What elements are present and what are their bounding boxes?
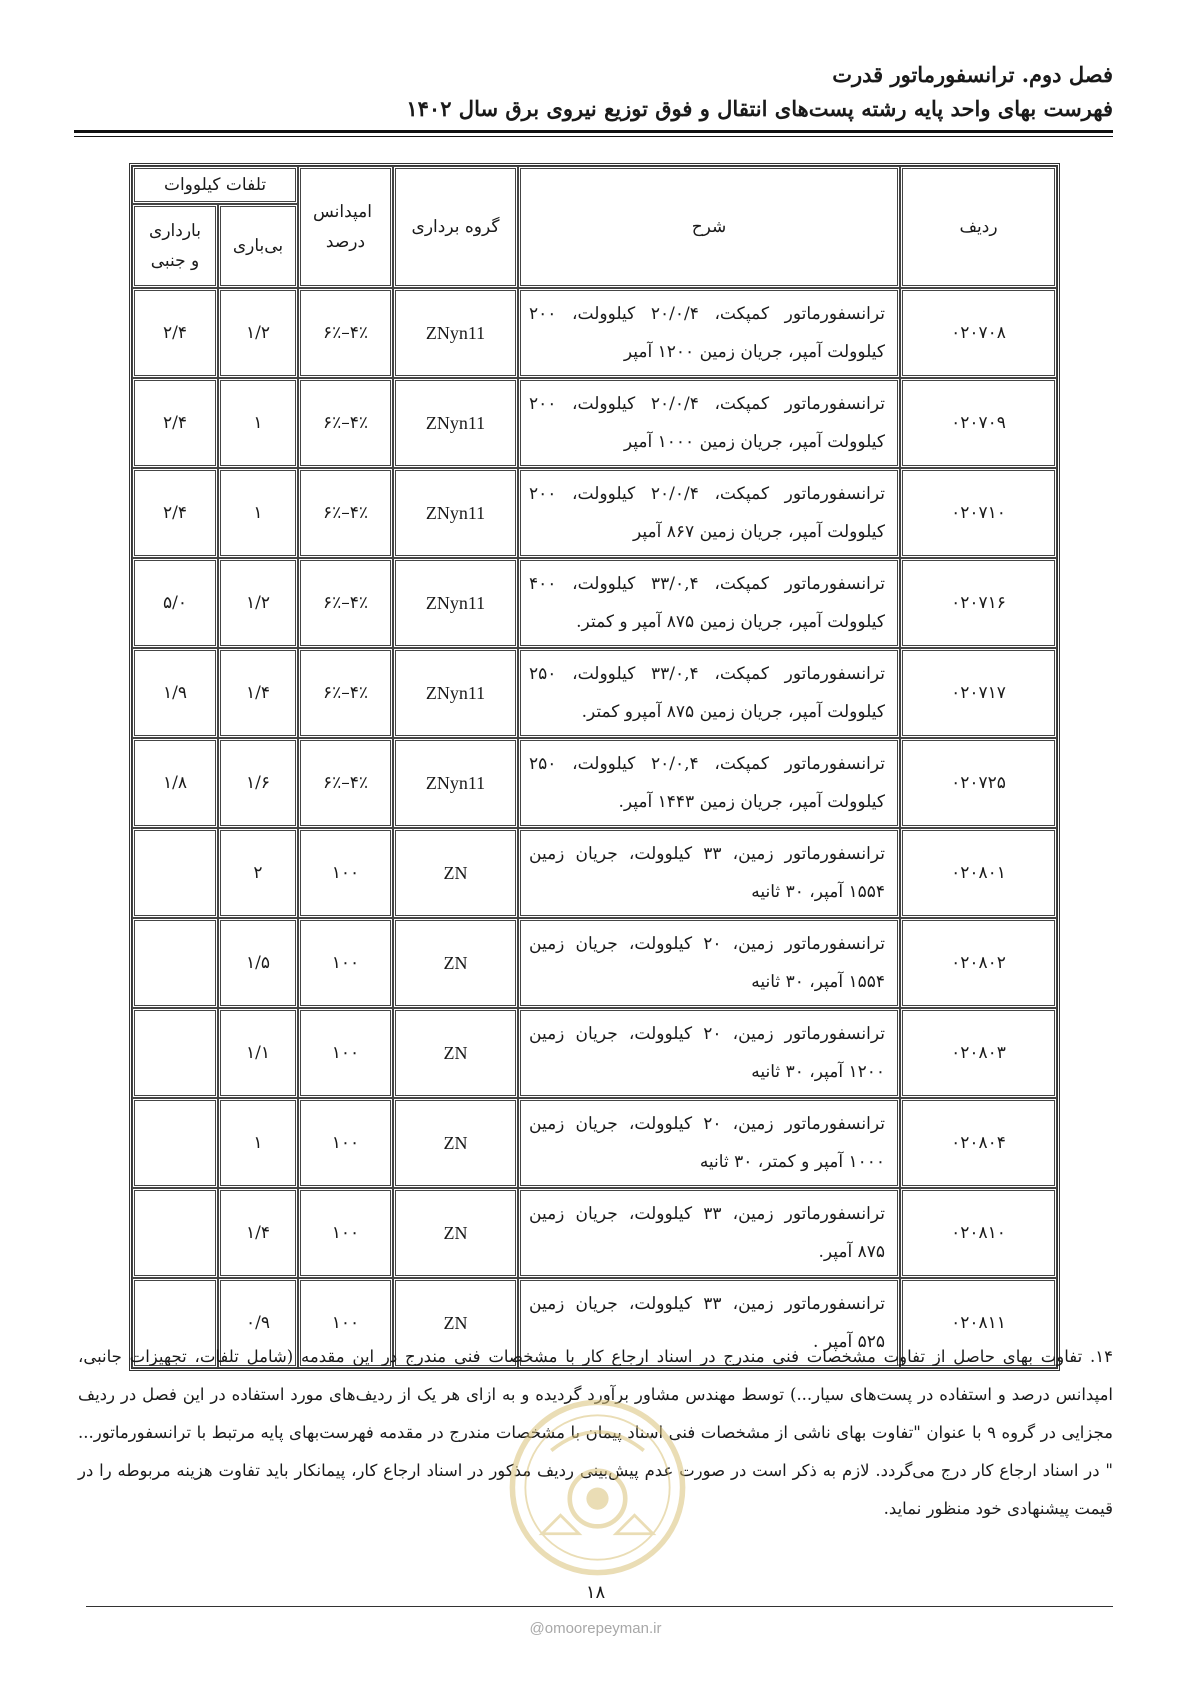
note-paragraph: ۱۴. تفاوت بهای حاصل از تفاوت مشخصات فنی مندرج در اسناد ارجاع کار با مشخصات فنی مندرج در این مقدمه (شامل تلفات، تجهیزات جانبی، امپدانس درصد و استفاده در پست‌های سیار...) توسط مهندس مشاور برآورد گردیده و به ازای هر یک از ردیف‌های مورد استفاده در این فصل در ردیف مجزایی در گروه ۹ با عنوان "تفاوت بهای ناشی از مشخصات فنی اسناد پیمان با مشخصات مندرج در مقدمه فهرست‌بهای پایه مرتبط با ترانسفورماتور... " در اسناد ارجاع کار درج می‌گردد. لازم به ذکر است در صورت عدم پیش‌بینی ردیف مذکور در اسناد ارجاع کار، پیمانکار باید تفاوت هزینه مربوطه را در قیمت پیشنهادی خود منظور نماید. [78,1347,1113,1518]
row-no-load-loss: ۱/۴ [218,648,298,738]
document-subtitle: فهرست بهای واحد پایه رشته پست‌های انتقال و فوق توزیع نیروی برق سال ۱۴۰۲ [406,96,1113,121]
row-no-load-loss: ۲ [218,828,298,918]
page-number-text: ۱۸ [580,1582,611,1603]
description-line-1: ترانسفورماتور زمین، ۳۳ کیلوولت، جریان زمین [529,1204,885,1224]
price-table [129,163,1060,1371]
row-vector-group: ZNyn11 [393,468,518,558]
header-description: شرح [518,166,900,288]
row-impedance: ۱۰۰ [298,1188,393,1278]
description-line-1: ترانسفورماتور زمین، ۲۰ کیلوولت، جریان زمین [529,934,885,954]
description-line-1: ترانسفورماتور زمین، ۳۳ کیلوولت، جریان زمین [529,844,885,864]
row-load-loss [132,828,218,918]
row-impedance: ۴٪–۶٪ [298,738,393,828]
row-vector-group: ZN [393,918,518,1008]
row-impedance: ۴٪–۶٪ [298,468,393,558]
row-load-loss: ۲/۴ [132,378,218,468]
description-line-2: ۱۵۵۴ آمپر، ۳۰ ثانیه [751,882,885,902]
page-number [0,1582,1191,1603]
description-line-1: ترانسفورماتور کمپکت، ۲۰/۰/۴ کیلوولت، ۲۰۰ [529,484,886,504]
row-id: ۰۲۰۷۱۶ [900,558,1057,648]
row-load-loss [132,1098,218,1188]
row-no-load-loss: ۱/۶ [218,738,298,828]
description-line-2: کیلوولت آمپر، جریان زمین ۸۷۵ آمپرو کمتر. [581,702,885,722]
row-id: ۰۲۰۸۰۳ [900,1008,1057,1098]
row-no-load-loss: ۱/۴ [218,1188,298,1278]
row-no-load-loss: ۱/۵ [218,918,298,1008]
row-vector-group: ZNyn11 [393,378,518,468]
row-id: ۰۲۰۷۰۹ [900,378,1057,468]
row-id: ۰۲۰۸۰۲ [900,918,1057,1008]
table-row [132,288,1057,378]
row-id: ۰۲۰۸۱۱ [900,1278,1057,1368]
row-load-loss: ۱/۸ [132,738,218,828]
header-row-no: ردیف [900,166,1057,288]
row-id: ۰۲۰۸۱۰ [900,1188,1057,1278]
row-id: ۰۲۰۷۰۸ [900,288,1057,378]
footer-rule [86,1606,1113,1607]
header-losses: تلفات کیلووات [132,166,298,204]
table-row [132,828,1057,918]
row-description [518,1188,900,1278]
table-row [132,378,1057,468]
description-line-1: ترانسفورماتور کمپکت، ۲۰/۰/۴ کیلوولت، ۲۰۰ [529,304,886,324]
row-vector-group: ZN [393,828,518,918]
row-description [518,648,900,738]
description-line-2: کیلوولت آمپر، جریان زمین ۸۶۷ آمپر [633,522,885,542]
row-vector-group: ZN [393,1188,518,1278]
row-no-load-loss: ۱/۱ [218,1008,298,1098]
row-no-load-loss: ۱ [218,378,298,468]
price-table-container [135,163,1060,1371]
row-load-loss: ۱/۹ [132,648,218,738]
description-line-2: ۱۲۰۰ آمپر، ۳۰ ثانیه [751,1062,885,1082]
row-description [518,918,900,1008]
row-impedance: ۴٪–۶٪ [298,648,393,738]
description-line-1: ترانسفورماتور کمپکت، ۲۰/۰/۴ کیلوولت، ۲۰۰ [529,394,886,414]
row-id: ۰۲۰۷۱۰ [900,468,1057,558]
header-load-aux: باردار‌ی و جنبی [132,204,218,288]
row-description [518,1098,900,1188]
row-no-load-loss: ۱/۲ [218,558,298,648]
description-line-1: ترانسفورماتور زمین، ۳۳ کیلوولت، جریان زمین [529,1294,885,1314]
row-load-loss [132,1008,218,1098]
table-row [132,738,1057,828]
description-line-1: ترانسفورماتور زمین، ۲۰ کیلوولت، جریان زمین [529,1114,885,1134]
row-no-load-loss: ۱ [218,468,298,558]
row-description [518,378,900,468]
row-id: ۰۲۰۷۲۵ [900,738,1057,828]
description-line-2: ۱۰۰۰ آمپر و کمتر، ۳۰ ثانیه [699,1152,885,1172]
row-impedance: ۴٪–۶٪ [298,558,393,648]
table-row [132,1188,1057,1278]
row-vector-group: ZNyn11 [393,288,518,378]
description-line-2: ۵۲۵ آمپر . [813,1332,885,1352]
row-load-loss [132,918,218,1008]
description-line-2: کیلوولت آمپر، جریان زمین ۱۰۰۰ آمپر [623,432,885,452]
row-description [518,828,900,918]
row-load-loss: ۵/۰ [132,558,218,648]
header-vector-group: گروه برداری [393,166,518,288]
table-row [132,468,1057,558]
description-line-2: کیلوولت آمپر، جریان زمین ۱۴۴۳ آمپر. [618,792,885,812]
row-load-loss [132,1188,218,1278]
page-header [78,58,1113,126]
header-rule-thick [74,130,1113,133]
row-impedance: ۱۰۰ [298,1098,393,1188]
watermark-text: @omoorepeyman.ir [529,1620,662,1637]
row-description [518,738,900,828]
row-no-load-loss: ۱/۲ [218,288,298,378]
header-rule-thin [74,136,1113,137]
row-impedance: ۴٪–۶٪ [298,378,393,468]
row-vector-group: ZN [393,1008,518,1098]
row-load-loss: ۲/۴ [132,288,218,378]
row-no-load-loss: ۰/۹ [218,1278,298,1368]
description-line-2: ۱۵۵۴ آمپر، ۳۰ ثانیه [751,972,885,992]
row-vector-group: ZN [393,1278,518,1368]
row-vector-group: ZN [393,1098,518,1188]
row-impedance: ۱۰۰ [298,1008,393,1098]
row-impedance: ۱۰۰ [298,1278,393,1368]
table-row [132,558,1057,648]
description-line-1: ترانسفورماتور کمپکت، ۲۰/۰,۴ کیلوولت، ۲۵۰ [529,754,885,774]
row-description [518,1008,900,1098]
row-vector-group: ZNyn11 [393,648,518,738]
row-description [518,288,900,378]
table-row [132,1098,1057,1188]
chapter-title: فصل دوم. ترانسفورماتور قدرت [832,62,1113,87]
description-line-2: کیلوولت آمپر، جریان زمین ۱۲۰۰ آمپر [623,342,885,362]
description-line-1: ترانسفورماتور کمپکت، ۳۳/۰,۴ کیلوولت، ۴۰۰ [529,574,885,594]
description-line-1: ترانسفورماتور زمین، ۲۰ کیلوولت، جریان زمین [529,1024,885,1044]
description-line-1: ترانسفورماتور کمپکت، ۳۳/۰,۴ کیلوولت، ۲۵۰ [529,664,885,684]
row-id: ۰۲۰۷۱۷ [900,648,1057,738]
row-no-load-loss: ۱ [218,1098,298,1188]
row-impedance: ۴٪–۶٪ [298,288,393,378]
table-row [132,918,1057,1008]
description-line-2: کیلوولت آمپر، جریان زمین ۸۷۵ آمپر و کمتر. [576,612,885,632]
row-description [518,558,900,648]
row-vector-group: ZNyn11 [393,738,518,828]
header-impedance: امپدانس درصد [298,166,393,288]
row-impedance: ۱۰۰ [298,828,393,918]
row-id: ۰۲۰۸۰۱ [900,828,1057,918]
table-row [132,1008,1057,1098]
description-line-2: ۸۷۵ آمپر. [818,1242,885,1262]
header-no-load: بی‌باری [218,204,298,288]
row-load-loss: ۲/۴ [132,468,218,558]
table-body [132,288,1057,1368]
row-id: ۰۲۰۸۰۴ [900,1098,1057,1188]
row-vector-group: ZNyn11 [393,558,518,648]
table-header [132,166,1057,288]
row-impedance: ۱۰۰ [298,918,393,1008]
row-description [518,468,900,558]
table-row [132,648,1057,738]
